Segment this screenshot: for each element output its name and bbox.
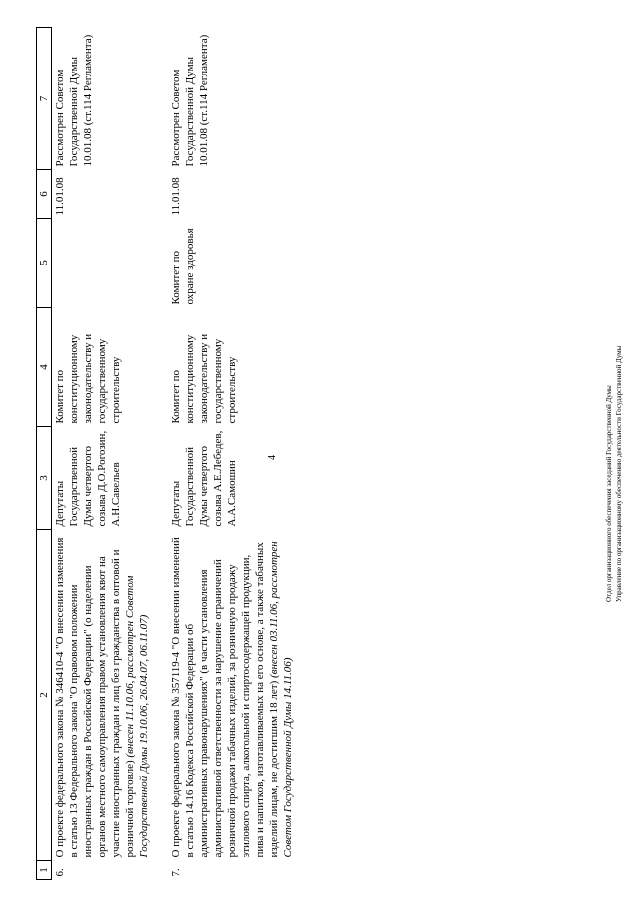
column-header: 5 (37, 219, 52, 308)
column-header: 7 (37, 28, 52, 170)
bill-title: О проекте федерального закона № 357119-4 (170, 652, 182, 858)
bill-note: (внесен 11.10.06, рассмотрен Советом Государственной Думы 19.10.06, 26.04.07, 06.11.07) (124, 575, 150, 858)
row-number: 7. (170, 868, 182, 877)
page-number: 4 (267, 455, 278, 460)
bill-body: "О внесении изменений в статью 14.16 Кодекса Российской Федерации об административных правонарушениях" (в части установления административной ответственности за нарушение ограничений розничной продажи табачных изделий, за розничную продажу этилового спирта, алкогольной и спиртосодержащей продукции, пива и напитков, изготавливаемых на его основе, а также табачных изделий лицам, не достигшим 18 лет) (170, 537, 280, 858)
bill-authors: Депутаты Государственной Думы четвертого созыва А.Е.Лебедев, А.А.Самошин (170, 430, 238, 527)
table-row (52, 28, 153, 880)
responsible-committee: Комитет по конституционному законодательству и государственному строительству (170, 333, 238, 424)
footer-line: Управление по организационному обеспечению деятельности Государственной Думы (615, 345, 623, 602)
responsible-committee: Комитет по конституционному законодательству и государственному строительству (54, 333, 122, 424)
footer (604, 302, 624, 602)
co-committee (52, 219, 153, 308)
column-header: 2 (37, 530, 52, 861)
review-date: 11.01.08 (170, 177, 182, 216)
column-header: 6 (37, 170, 52, 219)
row-number: 6. (54, 868, 66, 877)
bill-title: О проекте федерального закона № 346410-4 (54, 651, 66, 858)
footer-line: Отдел организационного обеспечения заседаний Государственной Думы (605, 385, 613, 602)
column-header-row (37, 28, 52, 880)
co-committee: Комитет по охране здоровья (170, 228, 196, 305)
column-header: 4 (37, 308, 52, 427)
bill-authors: Депутаты Государственной Думы четвертого созыва Д.О.Рогозин, А.Н.Савельев (54, 430, 122, 527)
bill-description (52, 530, 153, 861)
table-row (168, 28, 296, 880)
review-result: Рассмотрен Советом Государственной Думы 10.01.08 (ст.114 Регламента) (54, 34, 94, 167)
column-header: 1 (37, 861, 52, 880)
bill-note: (внесен 03.11.06, рассмотрен Советом Государственной Думы 14.11.06) (268, 541, 294, 858)
agenda-table-sheet (36, 34, 294, 880)
bill-description (168, 530, 296, 861)
agenda-table (36, 27, 296, 880)
review-date: 11.01.08 (54, 177, 66, 216)
column-header: 3 (37, 427, 52, 530)
review-result: Рассмотрен Советом Государственной Думы 10.01.08 (ст.114 Регламента) (170, 34, 210, 167)
bill-body: "О внесении изменения в статью 13 Федерального закона "О правовом положении иностранных граждан в Российской Федерации" (о наделении органов местного самоуправления правом установления квот на участие иностранных граждан и лиц без гражданства в оптовой и розничной торговле) (54, 537, 136, 858)
